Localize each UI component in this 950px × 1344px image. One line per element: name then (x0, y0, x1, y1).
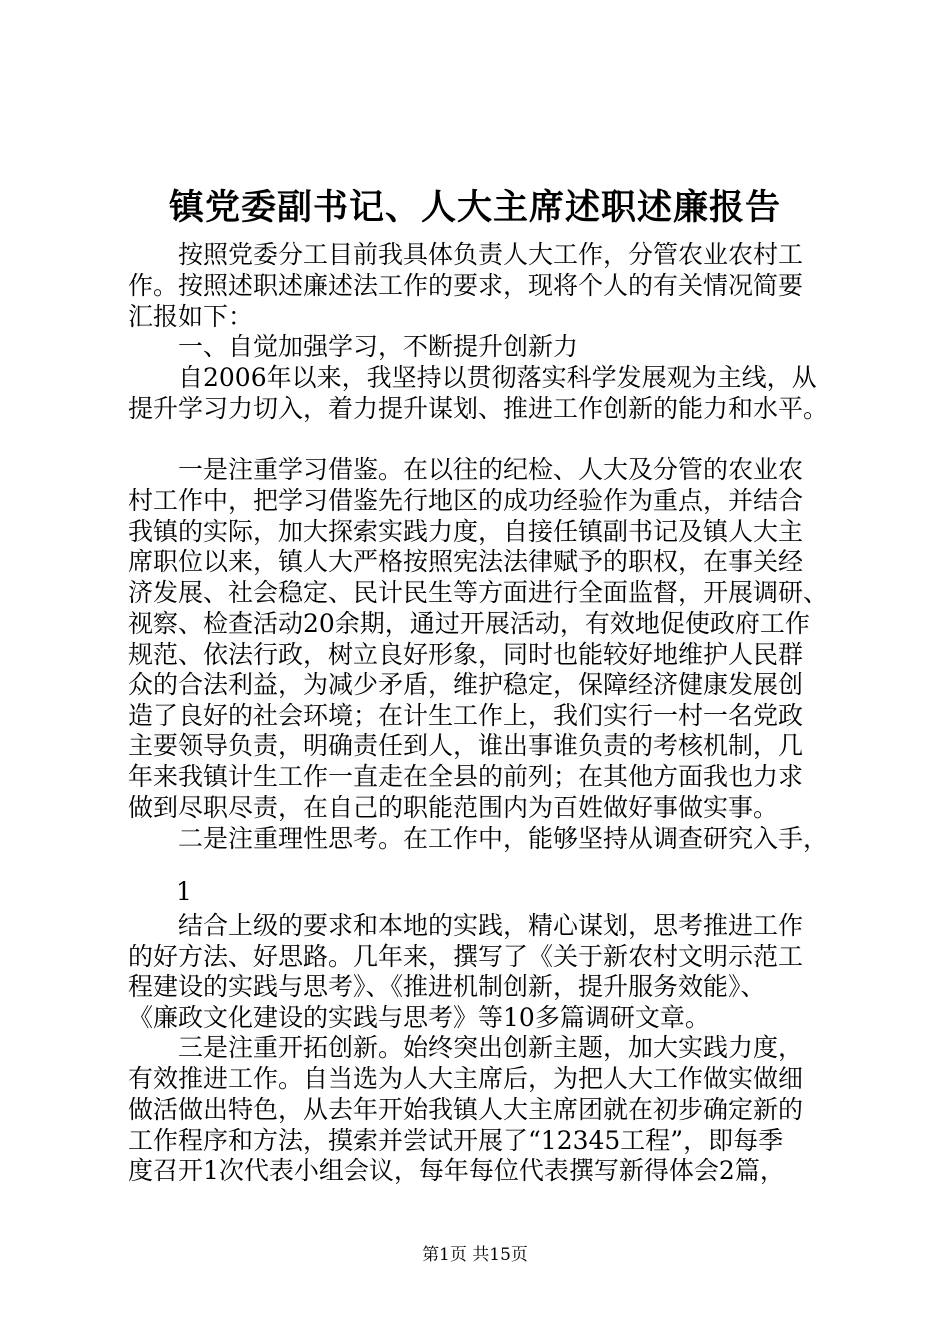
body-text-line: 席职位以来，镇人大严格按照宪法法律赋予的职权，在事关经 (128, 547, 804, 576)
body-text-line: 有效推进工作。自当选为人大主席后，为把人大工作做实做细 (128, 1064, 804, 1093)
body-text-line: 众的合法利益，为减少矛盾，维护稳定，保障经济健康发展创 (128, 670, 804, 699)
body-text-line: 我镇的实际，加大探索实践力度，自接任镇副书记及镇人大主 (128, 517, 804, 546)
body-text-line: 三是注重开拓创新。始终突出创新主题，加大实践力度， (128, 1033, 804, 1062)
body-text-line: 自2006年以来，我坚持以贯彻落实科学发展观为主线，从 (128, 363, 817, 392)
body-text-line: 造了良好的社会环境；在计生工作上，我们实行一村一名党政 (128, 701, 804, 730)
document-title: 镇党委副书记、人大主席述职述廉报告 (168, 187, 781, 228)
body-text-line: 《廉政文化建设的实践与思考》等10多篇调研文章。 (128, 1003, 710, 1032)
body-text-line: 度召开1次代表小组会议，每年每位代表撰写新得体会2篇， (128, 1156, 785, 1185)
body-text-line: 一、自觉加强学习，不断提升创新力 (128, 332, 579, 361)
page-footer: 第1页 共15页 (422, 1245, 528, 1265)
page-number: 1 (176, 877, 192, 906)
body-text-line: 视察、检查活动20余期，通过开展活动，有效地促使政府工作 (128, 609, 810, 638)
body-text-line: 村工作中，把学习借鉴先行地区的成功经验作为重点，并结合 (128, 486, 804, 515)
body-text-line: 作。按照述职述廉述法工作的要求，现将个人的有关情况简要 (128, 271, 804, 300)
body-text-line: 结合上级的要求和本地的实践，精心谋划，思考推进工作 (128, 911, 804, 940)
body-text-line: 二是注重理性思考。在工作中，能够坚持从调查研究入手， (128, 824, 829, 853)
body-text-line: 做到尽职尽责，在自己的职能范围内为百姓做好事做实事。 (128, 793, 779, 822)
body-text-line: 工作程序和方法，摸索并尝试开展了“12345工程”，即每季 (128, 1126, 784, 1155)
body-text-line: 做活做出特色，从去年开始我镇人大主席团就在初步确定新的 (128, 1095, 804, 1124)
body-text-line: 提升学习力切入，着力提升谋划、推进工作创新的能力和水平。 (128, 394, 829, 423)
body-text-line: 济发展、社会稳定、民计民生等方面进行全面监督，开展调研、 (128, 578, 829, 607)
body-text-line: 主要领导负责，明确责任到人，谁出事谁负责的考核机制，几 (128, 731, 804, 760)
body-text-line: 规范、依法行政，树立良好形象，同时也能较好地维护人民群 (128, 640, 804, 669)
body-text-line: 程建设的实践与思考》、《推进机制创新，提升服务效能》、 (128, 972, 766, 1001)
body-text-line: 按照党委分工目前我具体负责人大工作，分管农业农村工 (128, 240, 804, 269)
body-text-line: 的好方法、好思路。几年来，撰写了《关于新农村文明示范工 (128, 942, 804, 971)
body-text-line: 一是注重学习借鉴。在以往的纪检、人大及分管的农业农 (128, 455, 804, 484)
body-text-line: 年来我镇计生工作一直走在全县的前列；在其他方面我也力求 (128, 762, 804, 791)
body-text-line: 汇报如下： (128, 302, 254, 331)
